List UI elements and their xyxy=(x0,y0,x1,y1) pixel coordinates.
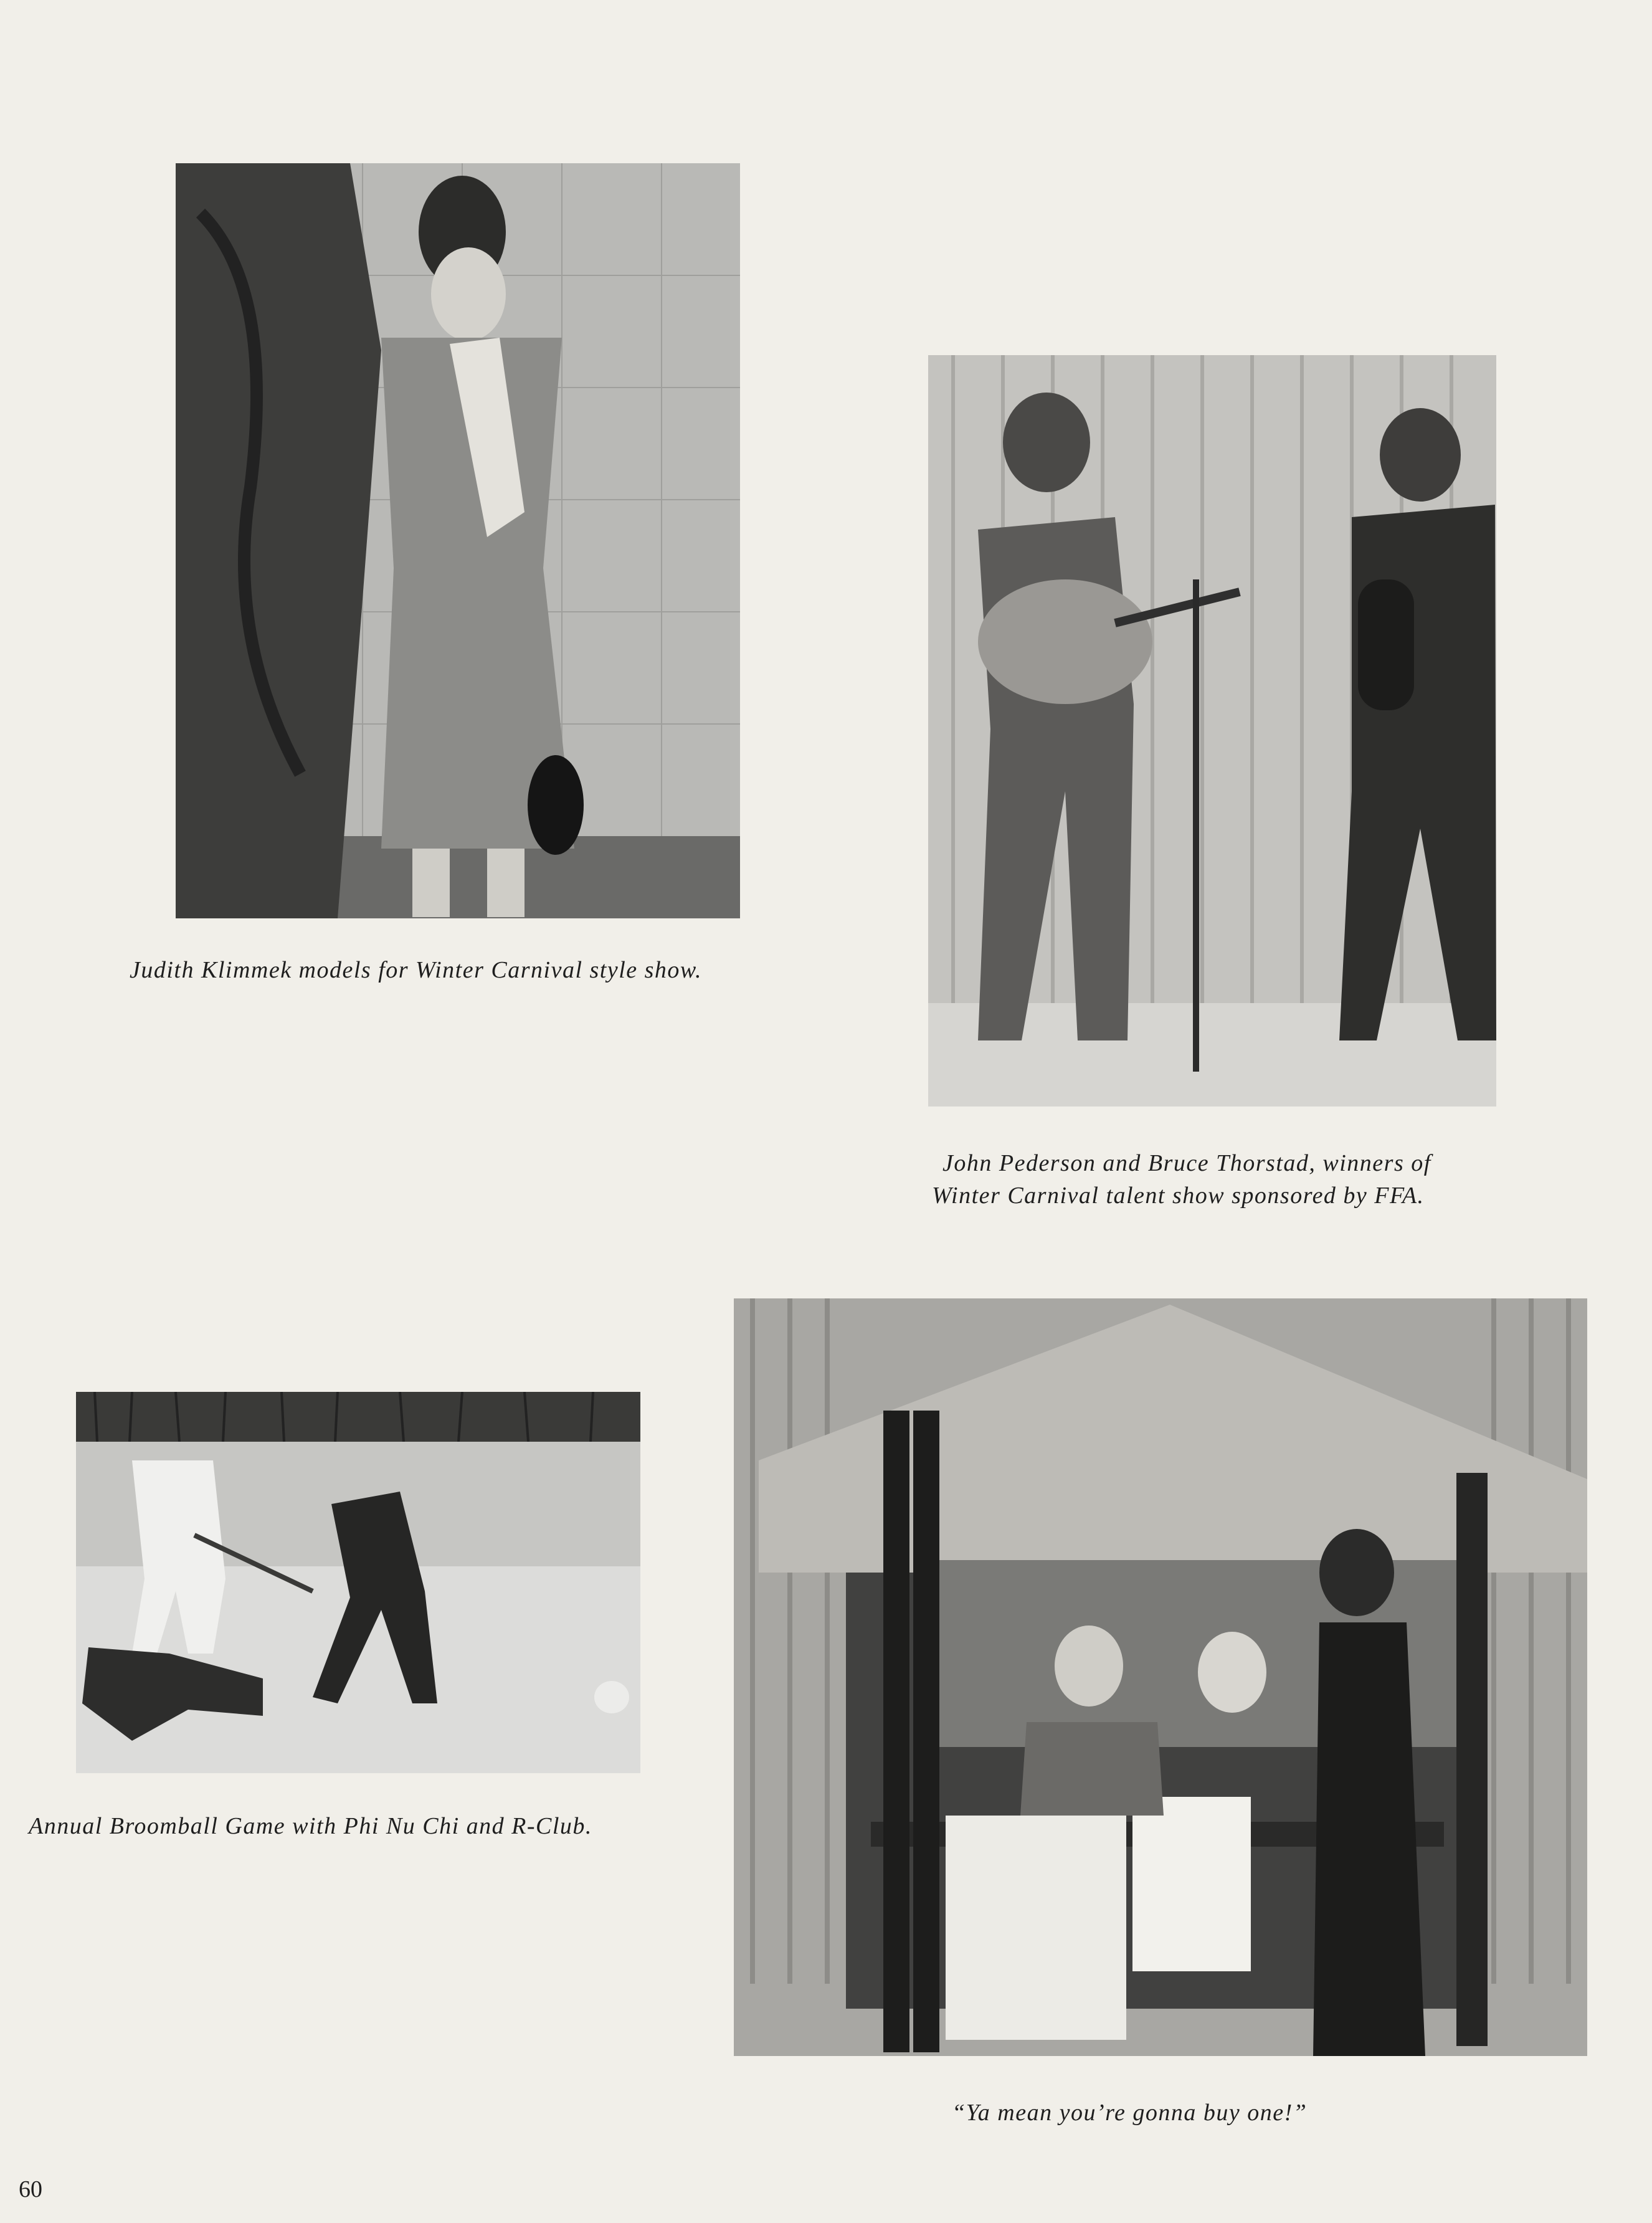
talent-show-caption-line-2: Winter Carnival talent show sponsored by FFA. xyxy=(932,1183,1425,1209)
ski-booth-image xyxy=(734,1298,1587,2056)
style-show-photo xyxy=(176,163,740,918)
style-show-caption: Judith Klimmek models for Winter Carnival style show. xyxy=(130,957,702,983)
ski-booth-photo xyxy=(734,1298,1587,2056)
talent-show-photo xyxy=(928,355,1496,1107)
talent-show-caption-line-1: John Pederson and Bruce Thorstad, winners of xyxy=(942,1150,1431,1176)
ski-booth-caption: “Ya mean you’re gonna buy one!” xyxy=(952,2100,1308,2126)
broomball-caption: Annual Broomball Game with Phi Nu Chi and R-Club. xyxy=(29,1813,592,1839)
broomball-image xyxy=(76,1392,640,1773)
page-number: 60 xyxy=(19,2176,42,2202)
talent-show-image xyxy=(928,355,1496,1107)
style-show-image xyxy=(176,163,740,918)
broomball-photo xyxy=(76,1392,640,1773)
